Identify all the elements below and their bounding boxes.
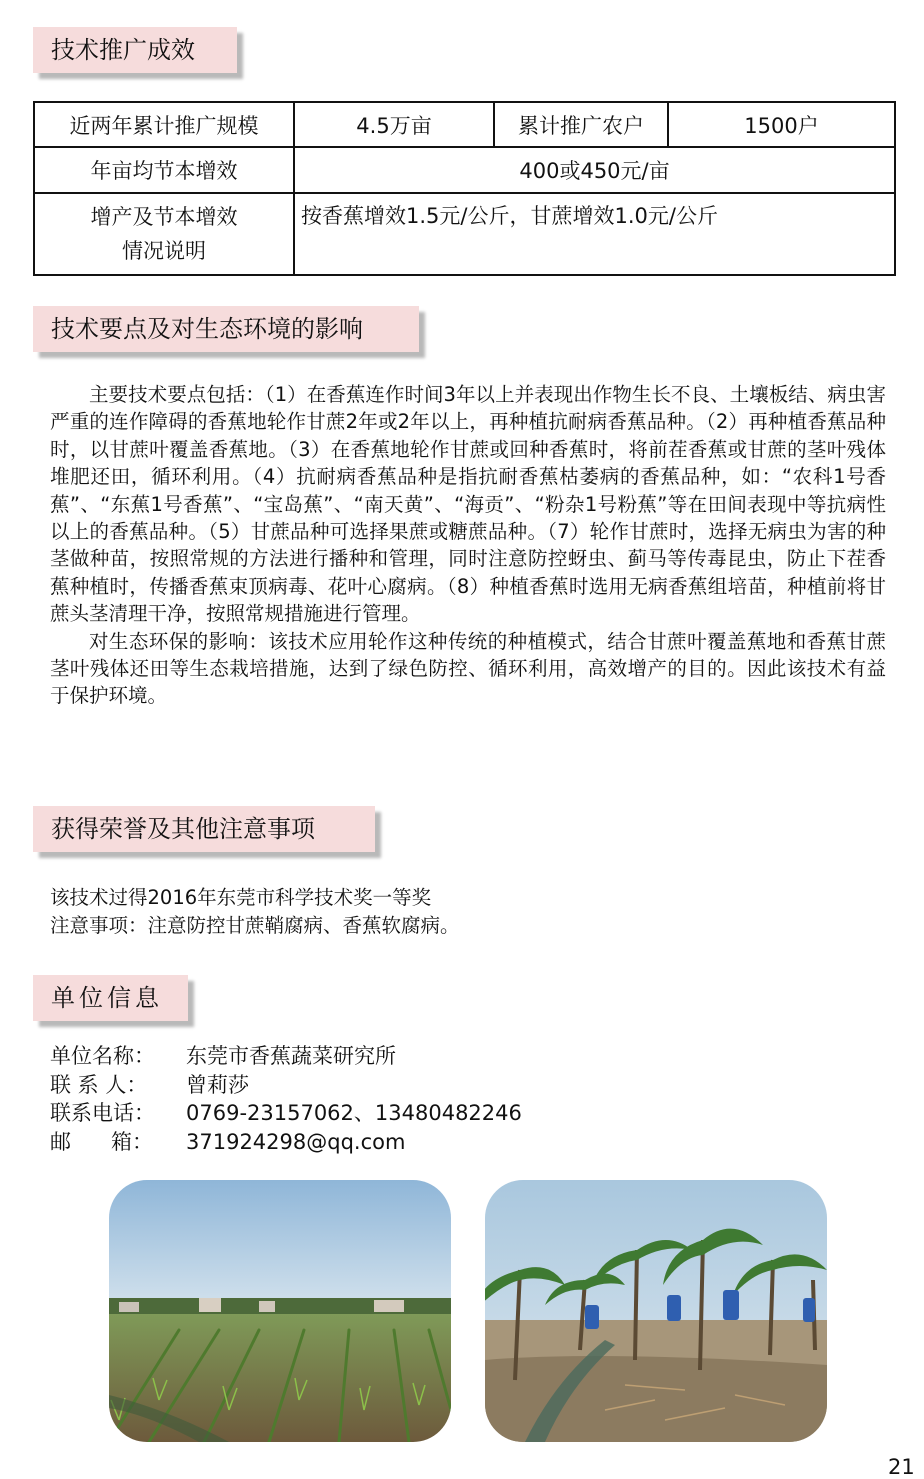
description-value: 按香蕉增效1.5元/公斤，甘蔗增效1.0元/公斤 bbox=[294, 193, 895, 275]
description-label bbox=[34, 193, 294, 275]
unit-name-label: 单位名称： bbox=[50, 1044, 155, 1068]
unit-name: 东莞市香蕉蔬菜研究所 bbox=[186, 1044, 396, 1068]
sugarcane-field-photo bbox=[109, 1180, 451, 1442]
benefit-value: 400或450元/亩 bbox=[294, 147, 895, 193]
email-label: 邮 箱： bbox=[50, 1129, 154, 1154]
section-title-unit: 单位信息 bbox=[33, 975, 188, 1021]
section-title-key-points: 技术要点及对生态环境的影响 bbox=[33, 306, 419, 352]
notes-line: 注意事项：注意防控甘蔗鞘腐病、香蕉软腐病。 bbox=[50, 914, 460, 937]
section-title-results: 技术推广成效 bbox=[33, 27, 237, 73]
description-label-line2: 情况说明 bbox=[122, 239, 206, 263]
email-row bbox=[50, 1128, 522, 1157]
unit-info bbox=[50, 1042, 522, 1156]
farmers-value: 1500户 bbox=[668, 102, 895, 147]
honors-text bbox=[50, 884, 460, 940]
phone-number: 0769-23157062、13480482246 bbox=[186, 1101, 522, 1125]
scale-value: 4.5万亩 bbox=[294, 102, 494, 147]
page-number: 21 bbox=[888, 1455, 915, 1479]
contact-label: 联 系 人： bbox=[50, 1072, 148, 1097]
contact-row bbox=[50, 1071, 522, 1100]
phone-label: 联系电话： bbox=[50, 1101, 155, 1125]
results-table bbox=[33, 101, 896, 276]
scale-label: 近两年累计推广规模 bbox=[34, 102, 294, 147]
key-points-para2: 对生态环保的影响：该技术应用轮作这种传统的种植模式，结合甘蔗叶覆盖蕉地和香蕉甘蔗茎叶残体还田等生态栽培措施，达到了绿色防控、循环利用，高效增产的目的。因此该技术有益于保护环境。 bbox=[50, 629, 886, 708]
benefit-label: 年亩均节本增效 bbox=[34, 147, 294, 193]
email-address: 371924298@qq.com bbox=[186, 1129, 406, 1154]
unit-name-row bbox=[50, 1042, 522, 1071]
banana-plantation-photo bbox=[485, 1180, 827, 1442]
contact-name: 曾莉莎 bbox=[186, 1072, 249, 1097]
section-title-honors: 获得荣誉及其他注意事项 bbox=[33, 806, 375, 852]
description-label-line1: 增产及节本增效 bbox=[90, 205, 238, 229]
honor-line: 该技术过得2016年东莞市科学技术奖一等奖 bbox=[50, 886, 432, 909]
phone-row bbox=[50, 1099, 522, 1128]
key-points-text bbox=[50, 381, 886, 710]
farmers-label: 累计推广农户 bbox=[494, 102, 668, 147]
key-points-para1: 主要技术要点包括：（1）在香蕉连作时间3年以上并表现出作物生长不良、土壤板结、病虫害严重的连作障碍的香蕉地轮作甘蔗2年或2年以上，再种植抗耐病香蕉品种。（2）再种植香蕉品种时，以甘蔗叶覆盖香蕉地。（3）在香蕉地轮作甘蔗或回种香蕉时，将前茬香蕉或甘蔗的茎叶残体堆肥还田，循环利用。（4）抗耐病香蕉品种是指抗耐香蕉枯萎病的香蕉品种，如：“农科1号香蕉”、“东蕉1号香蕉”、“宝岛蕉”、“南天黄”、“海贡”、“粉杂1号粉蕉”等在田间表现中等抗病性以上的香蕉品种。（5）甘蔗品种可选择果蔗或糖蔗品种。（7）轮作甘蔗时，选择无病虫为害的种茎做种苗，按照常规的方法进行播种和管理，同时注意防控蚜虫、蓟马等传毒昆虫，防止下茬香蕉种植时，传播香蕉束顶病毒、花叶心腐病。（8）种植香蕉时选用无病香蕉组培苗，种植前将甘蔗头茎清理干净，按照常规措施进行管理。 bbox=[50, 383, 886, 626]
